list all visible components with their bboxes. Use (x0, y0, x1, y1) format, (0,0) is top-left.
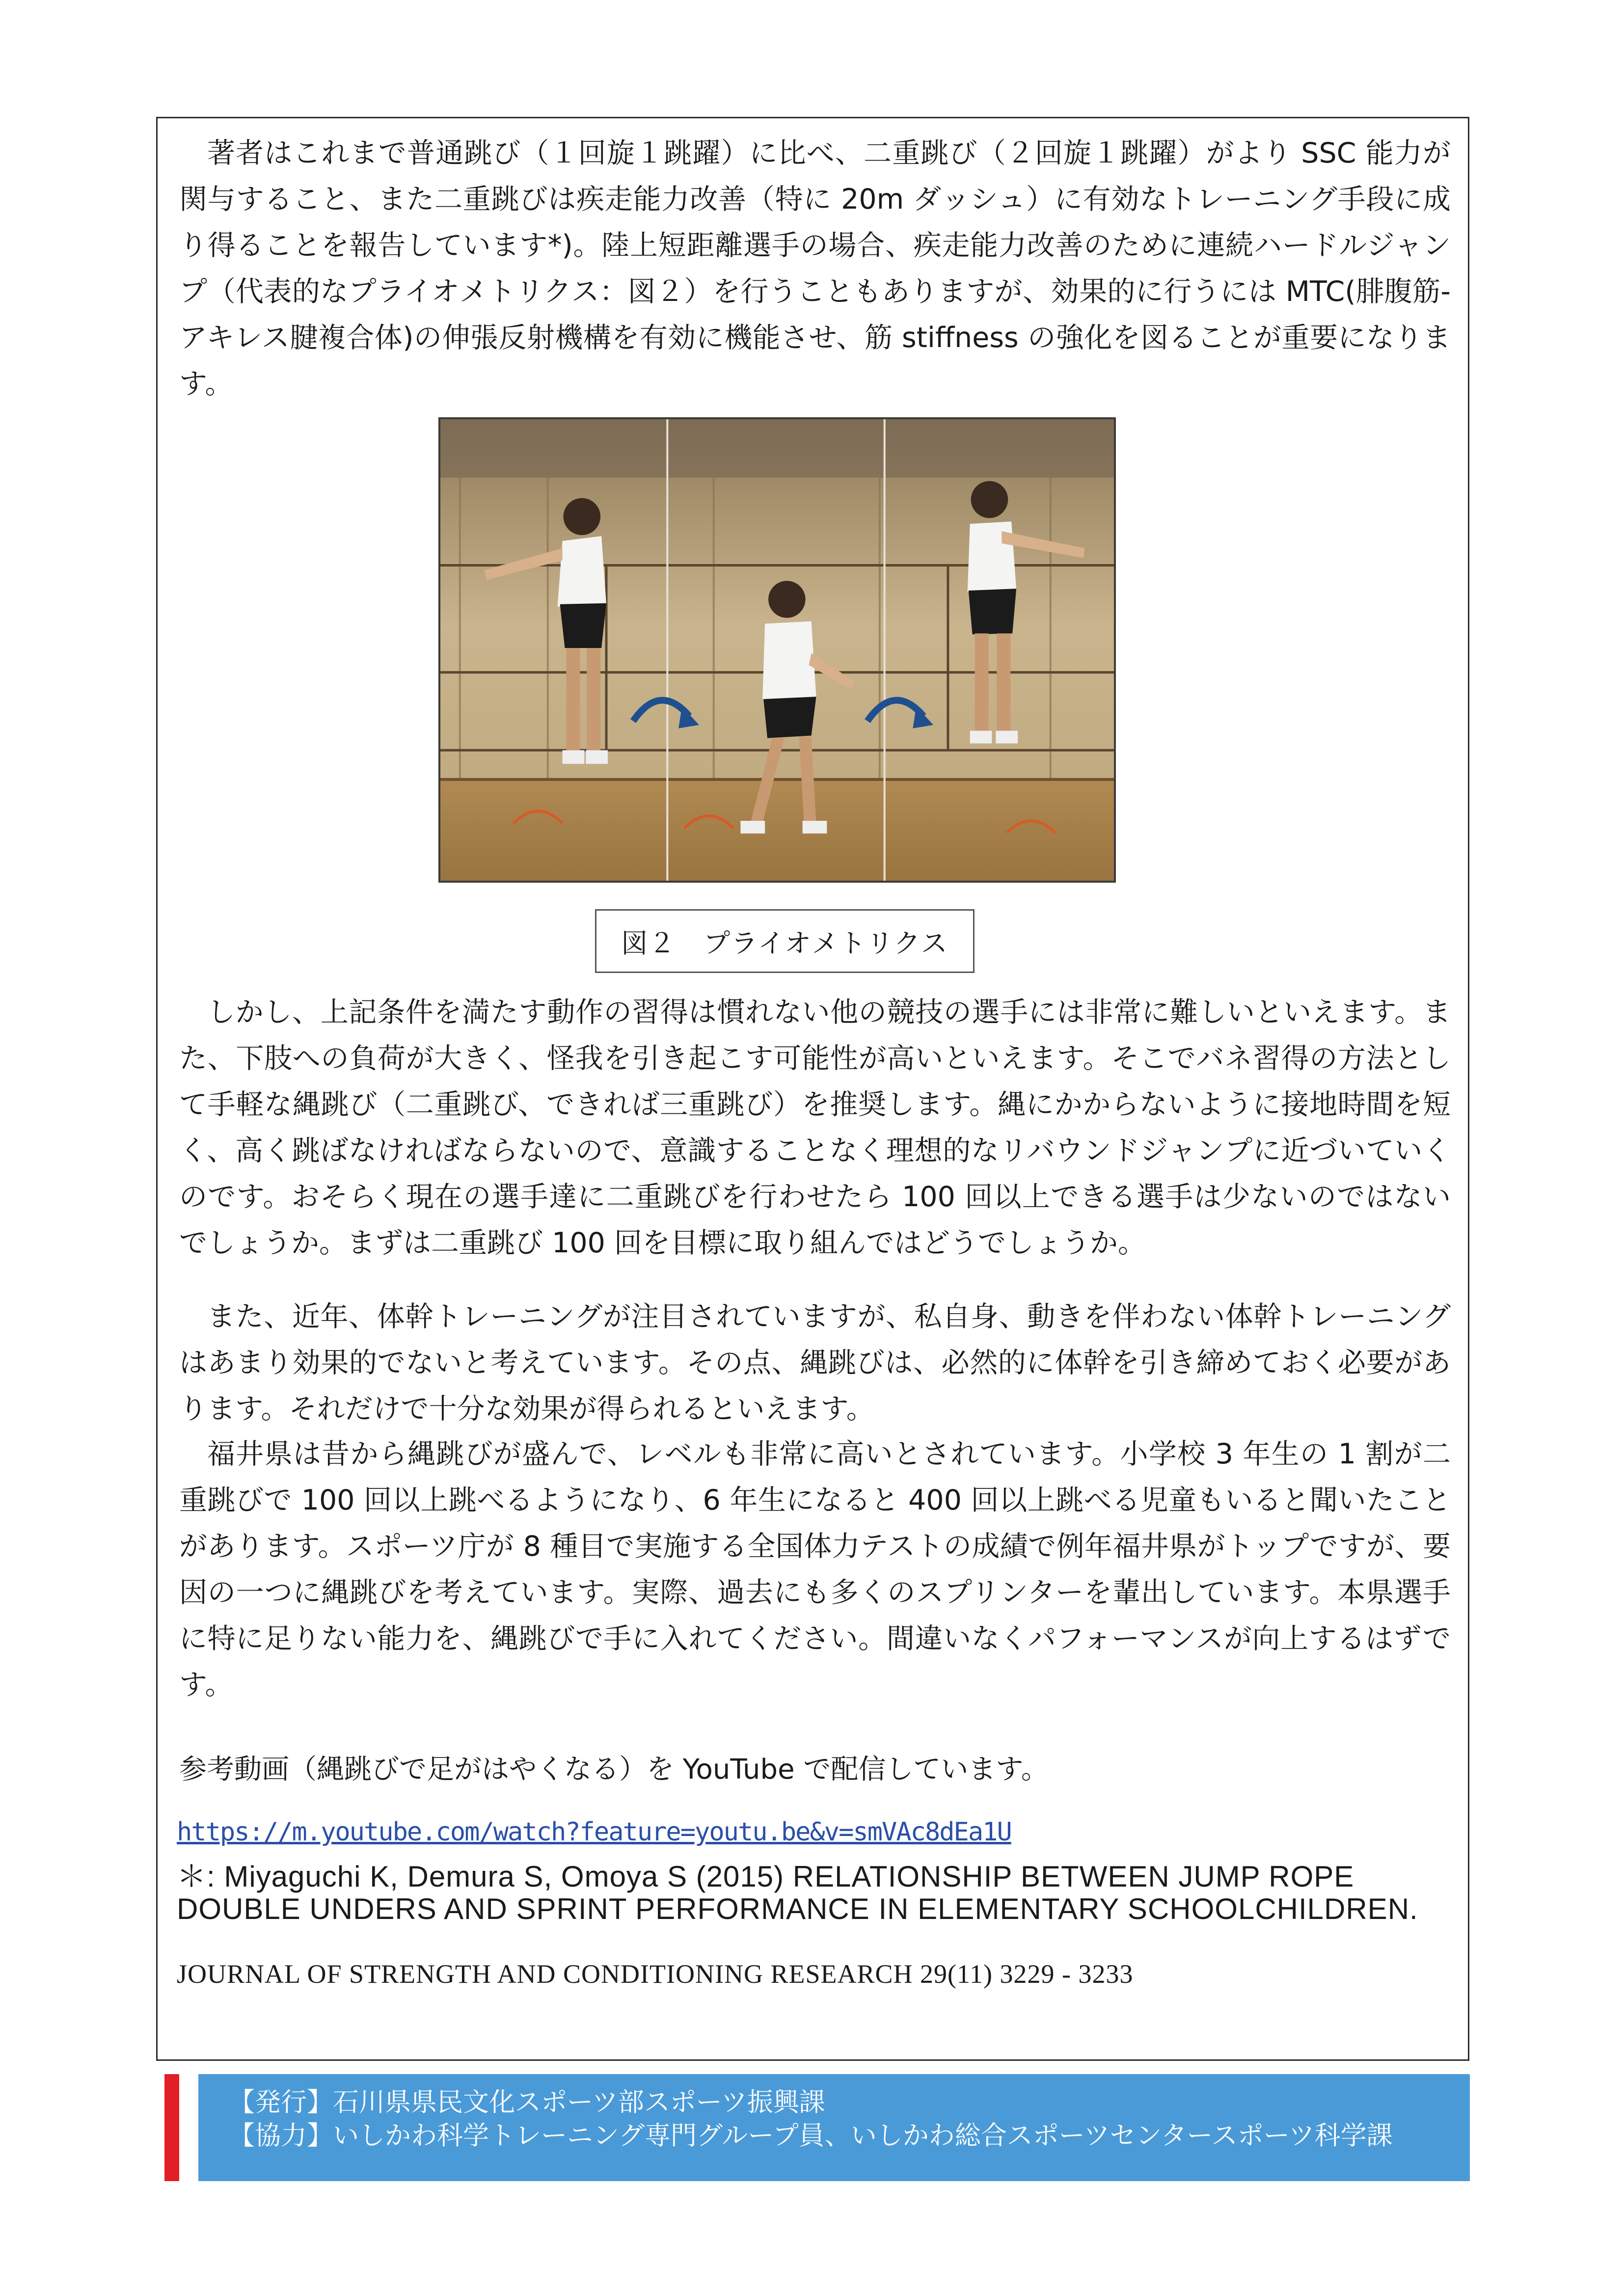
footer-publisher: 【発行】石川県県民文化スポーツ部スポーツ振興課 (229, 2087, 825, 2117)
photo-sequence (440, 419, 1114, 881)
citation: ＊: Miyaguchi K, Demura S, Omoya S (2015) RELATIONSHIP BETWEEN JUMP ROPE DOUBLE UNDERS AND SPRINT PERFORMANCE IN ELEMENTARY SCHOOLCHILDREN. (177, 1860, 1418, 1925)
paragraph-core-training: また、近年、体幹トレーニングが注目されていますが、私自身、動きを伴わない体幹トレーニングはあまり効果的でないと考えています。その点、縄跳びは、必然的に体幹を引き締めておく必要があります。それだけで十分な効果が得られるといえます。 (179, 1300, 1451, 1425)
plyometrics-photo (438, 417, 1116, 883)
footer-box (198, 2074, 1470, 2181)
figure-caption: 図２ プライオメトリクス (595, 909, 974, 973)
youtube-link[interactable]: https://m.youtube.com/watch?feature=youtu.be&v=smVAc8dEa1U (177, 1817, 1011, 1847)
footer-accent-bar (164, 2074, 179, 2181)
paragraph-intro: 著者はこれまで普通跳び（１回旋１跳躍）に比べ、二重跳び（２回旋１跳躍）がより SSC 能力が関与すること、また二重跳びは疾走能力改善（特に 20m ダッシュ）に有効なトレーニング手段に成り得ることを報告しています*)。陸上短距離選手の場合、疾走能力改善のために連続ハードルジャンプ（代表的なプライオメトリクス：図２）を行うこともありますが、効果的に行うには MTC(腓腹筋-アキレス腱複合体)の伸張反射機構を有効に機能させ、筋 stiffness の強化を図ることが重要になります。 (179, 137, 1451, 400)
paragraph-double-unders: しかし、上記条件を満たす動作の習得は慣れない他の競技の選手には非常に難しいといえます。また、下肢への負荷が大きく、怪我を引き起こす可能性が高いといえます。そこでバネ習得の方法として手軽な縄跳び（二重跳び、できれば三重跳び）を推奨します。縄にかからないように接地時間を短く、高く跳ばなければならないので、意識することなく理想的なリバウンドジャンプに近づいていくのです。おそらく現在の選手達に二重跳びを行わせたら 100 回以上できる選手は少ないのではないでしょうか。まずは二重跳び 100 回を目標に取り組んではどうでしょうか。 (179, 996, 1451, 1259)
footer-cooperation: 【協力】いしかわ科学トレーニング専門グループ員、いしかわ総合スポーツセンタースポーツ科学課 (229, 2121, 1393, 2151)
reference-intro: 参考動画（縄跳びで足がはやくなる）を YouTube で配信しています。 (179, 1754, 1049, 1785)
journal-name: JOURNAL OF STRENGTH AND CONDITIONING RESEARCH 29(11) 3229 - 3233 (177, 1959, 1134, 1989)
paragraph-fukui: 福井県は昔から縄跳びが盛んで、レベルも非常に高いとされています。小学校 3 年生の 1 割が二重跳びで 100 回以上跳べるようになり、6 年生になると 400 回以上跳べる児童もいると聞いたことがあります。スポーツ庁が 8 種目で実施する全国体力テストの成績で例年福井県がトップですが、要因の一つに縄跳びを考えています。実際、過去にも多くのスプリンターを輩出しています。本県選手に特に足りない能力を、縄跳びで手に入れてください。間違いなくパフォーマンスが向上するはずです。 (179, 1438, 1451, 1701)
